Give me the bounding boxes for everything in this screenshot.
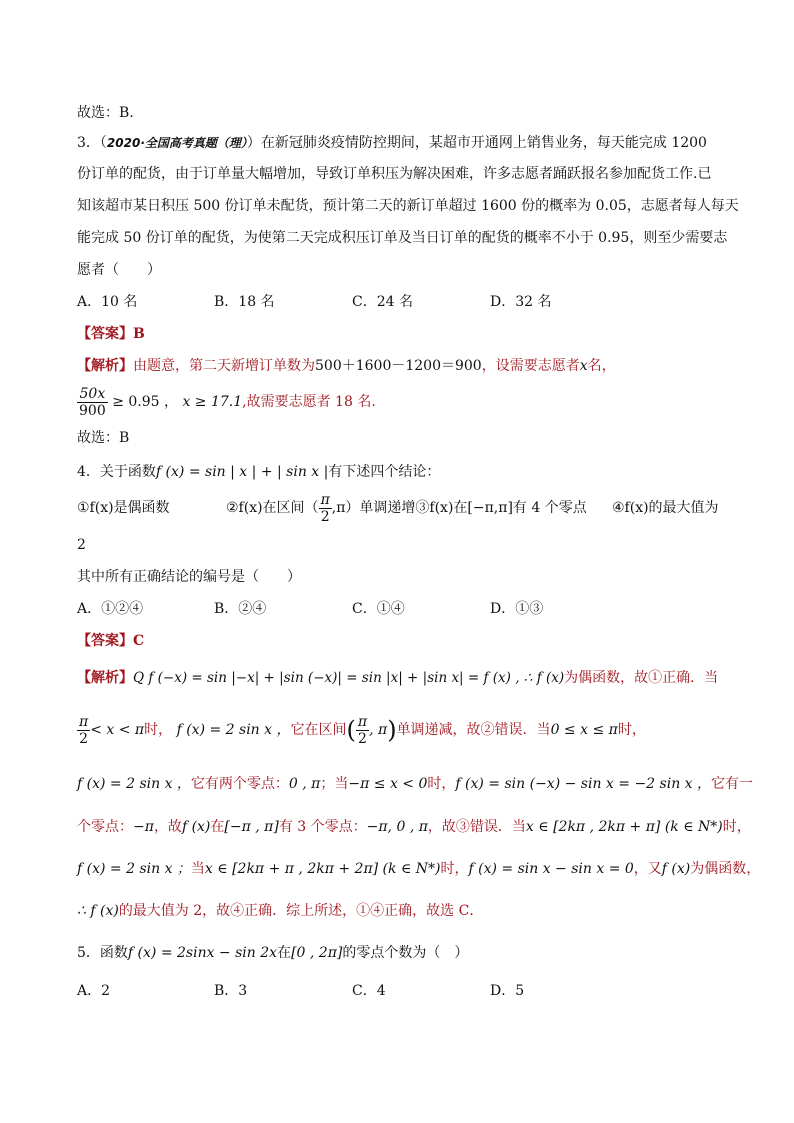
q4-analysis-line-3: f (x) = 2 sin x ，它有两个零点：0 , π；当−π ≤ x < 0时，f (x) = sin (−x) − sin x = −2 sin x ，它有一	[77, 776, 753, 792]
q5-option-b: B．3	[214, 983, 248, 999]
q3-stem-line-3: 知该超市某日积压 500 份订单未配货，预计第二天的新订单超过 1600 份的概率为 0.05，志愿者每人每天	[77, 198, 739, 214]
q4-conclusion-2-3: ②f(x)在区间（ $\frac{\pi}{2}$ ,π）单调递增③f(x)在[−π,π]有 4 个零点	[226, 491, 587, 525]
q3-analysis-line-1: 【解析】由题意，第二天新增订单数为500＋1600－1200＝900，设需要志愿者x名，	[77, 358, 616, 374]
q3-stem-line-1: 3．（2020·全国高考真题（理））在新冠肺炎疫情防控期间，某超市开通网上销售业务，每天能完成 1200	[77, 135, 707, 151]
q3-option-c: C．24 名	[352, 294, 413, 310]
q3-option-b: B．18 名	[214, 294, 275, 310]
q4-conclusion-1: ①f(x)是偶函数	[77, 500, 170, 516]
q3-fraction: $\frac{50x}{900}$	[79, 385, 106, 419]
q4-option-c: C．①④	[352, 601, 405, 617]
previous-answer-line: 故选：B.	[77, 105, 134, 121]
q4-option-d: D．①③	[490, 601, 544, 617]
q3-answer: 【答案】B	[77, 326, 145, 342]
q4-analysis-line-6: ∴ f (x)的最大值为 2，故④正确．综上所述，①④正确，故选 C．	[77, 903, 484, 919]
q3-stem-line-4: 能完成 50 份订单的配货，为使第二天完成积压订单及当日订单的配货的概率不小于 0.95，则至少需要志	[77, 230, 728, 246]
q3-analysis-line-2: $\frac{50x}{900}$ ≥ 0.95 ， x ≥ 17.1,故需要志愿者 18 名.	[79, 385, 376, 419]
q4-prompt: 其中所有正确结论的编号是（ ）	[77, 569, 301, 585]
q4-conclusion-4: ④f(x)的最大值为	[612, 500, 719, 516]
q4-stem-line-1: 4．关于函数f (x) = sin | x | + | sin x |有下述四个结论：	[77, 464, 441, 480]
q5-stem-line-1: 5．函数f (x) = 2sinx − sin 2x在[0 , 2π]的零点个数为（ ）	[77, 945, 469, 961]
q4-answer: 【答案】C	[77, 633, 145, 649]
q5-option-c: C．4	[352, 983, 386, 999]
q4-analysis-line-4: 个零点：−π，故f (x)在[−π , π]有 3 个零点：−π, 0 , π，故③错误．当x ∈ [2kπ , 2kπ + π] (k ∈ N*)时，	[77, 819, 751, 835]
q3-closing: 故选：B	[77, 430, 130, 446]
q4-analysis-line-2: $\frac{\pi}{2}$ < x < π时， f (x) = 2 sin x ，它在区间( $\frac{\pi}{2}$ , π)单调递减，故②错误．当0 ≤ x ≤ π时，	[79, 713, 646, 747]
q3-source: 2020·全国高考真题（理）	[106, 136, 247, 150]
q3-option-a: A．10 名	[77, 294, 138, 310]
q5-option-d: D．5	[490, 983, 525, 999]
q4-option-a: A．①②④	[77, 601, 144, 617]
q3-option-d: D．32 名	[490, 294, 552, 310]
q4-analysis-line-1: 【解析】Q f (−x) = sin |−x| + |sin (−x)| = sin |x| + |sin x| = f (x) , ∴ f (x)为偶函数，故①正确．当	[77, 670, 719, 686]
q3-stem-line-2: 份订单的配货，由于订单量大幅增加，导致订单积压为解决困难，许多志愿者踊跃报名参加配货工作.已	[77, 166, 712, 182]
q4-conclusion-4-wrap: 2	[77, 537, 86, 553]
q4-option-b: B．②④	[214, 601, 267, 617]
q3-stem-line-5: 愿者（ ）	[77, 262, 161, 278]
q4-analysis-line-5: f (x) = 2 sin x ；当x ∈ [2kπ + π , 2kπ + 2π] (k ∈ N*)时，f (x) = sin x − sin x = 0，又f (x)为偶函数，	[77, 861, 761, 877]
q5-option-a: A．2	[77, 983, 111, 999]
